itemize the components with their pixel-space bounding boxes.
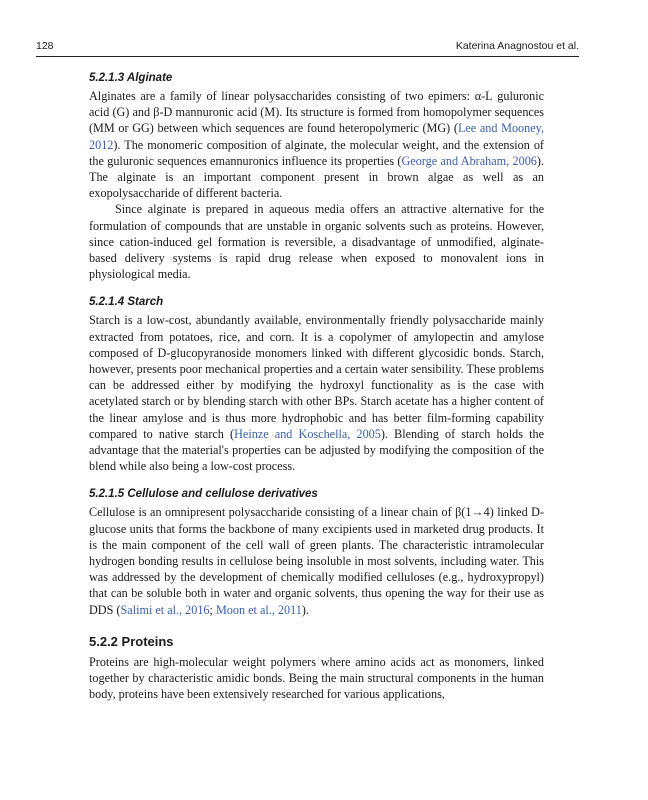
paragraph-cellulose-1: Cellulose is an omnipresent polysaccharide consisting of a linear chain of β(1→4) linked D-glucose units that forms the backbone of many excipients used in marketed drug products. It is the main component of the cell wall of green plants. The characteristic intramolecular hydrogen bonding results in cellulose being insoluble in most solvents, including water. This was addressed by the development of chemically modified celluloses (e.g., hydroxypropyl) that can be soluble both in water and organic solvents, thus opening the way for their use as DDS (Salimi et al., 2016; Moon et al., 2011). — [89, 505, 544, 617]
paragraph-alginate-2: Since alginate is prepared in aqueous media offers an attractive alternative for the formulation of compounds that are unstable in organic solvents such as proteins. However, since cation-induced gel formation is reversible, a disadvantage of unmodified, alginate-based delivery systems is rapid drug release when exposed to monovalent ions in physiological media. — [89, 202, 544, 282]
page-number: 128 — [36, 40, 54, 52]
paragraph-proteins-1: Proteins are high-molecular weight polymers where amino acids act as monomers, linked together by characteristic amidic bonds. Being the main structural components in the human body, proteins have been extensively researched for various applications, — [89, 654, 544, 702]
citation-link[interactable]: Salimi et al., 2016 — [120, 602, 210, 617]
paragraph-alginate-1: Alginates are a family of linear polysaccharides consisting of two epimers: α-L guluronic acid (G) and β-D mannuronic acid (M). Its structure is formed from homopolymer sequences (MM or GG) between which sequences are found heteropolymeric (MG) (Lee and Mooney, 2012). The monomeric composition of alginate, the molecular weight, and the extension of the guluronic sequences emannuronics influence its properties (George and Abraham, 2006). The alginate is an important component present in brown algae as well as an exopolysaccharide of different bacteria. — [89, 89, 545, 201]
paragraph-starch-1: Starch is a low-cost, abundantly available, environmentally friendly polysaccharide mainly extracted from potatoes, rice, and corn. It is a copolymer of amylopectin and amylose composed of D-glucopyranoside monomers linked with different glycosidic bonds. Starch, however, presents poor mechanical properties and a certain water sensibility. These problems can be addressed either by modifying the hydroxyl functionality as is the case with acetylated starch or by blending starch with other BPs. Starch acetate has a higher content of the linear amylose and is thus more hydrophobic and has better film-forming capability compared to native starch (Heinze and Koschella, 2005). Blending of starch holds the advantage that the material's properties can be adjusted by modifying the composition of the blend while also being a low-cost process. — [89, 313, 545, 474]
running-header — [36, 40, 579, 57]
citation-link[interactable]: Lee and Mooney, 2012 — [89, 121, 544, 152]
running-authors: Katerina Anagnostou et al. — [455, 40, 579, 52]
section-heading-alginate: 5.2.1.3 Alginate — [89, 72, 173, 84]
section-heading-starch: 5.2.1.4 Starch — [89, 296, 164, 309]
section-heading-proteins: 5.2.2 Proteins — [89, 633, 174, 649]
citation-link[interactable]: Moon et al., 2011 — [215, 602, 302, 617]
citation-link[interactable]: George and Abraham, 2006 — [401, 153, 537, 168]
section-heading-cellulose: 5.2.1.5 Cellulose and cellulose derivatives — [89, 488, 318, 501]
citation-link[interactable]: Heinze and Koschella, 2005 — [234, 426, 381, 441]
page-body — [89, 70, 544, 703]
